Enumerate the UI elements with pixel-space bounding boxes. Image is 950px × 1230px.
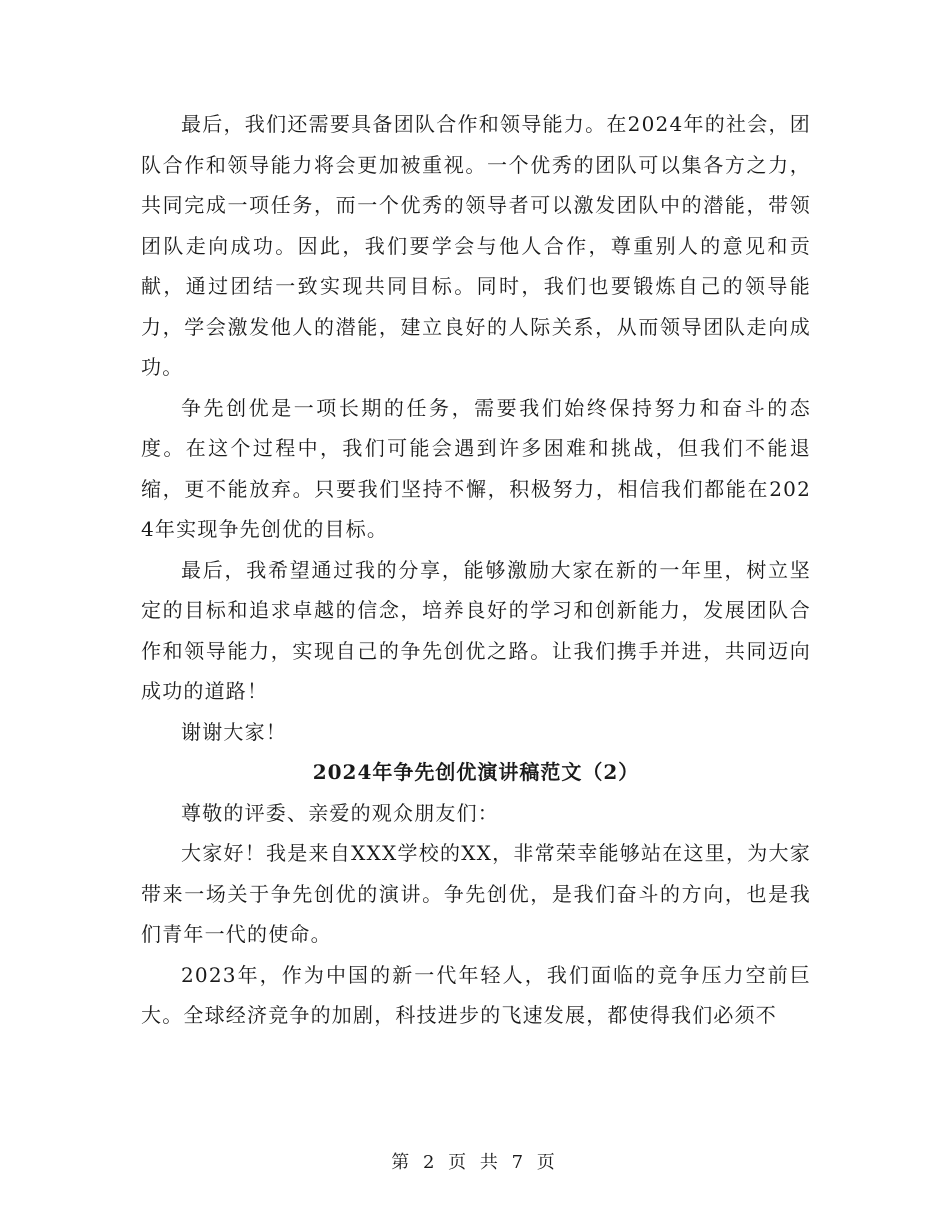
paragraph-2023-context: 2023年，作为中国的新一代年轻人，我们面临的竞争压力空前巨大。全球经济竞争的加剧，科技进步的飞速发展，都使得我们必须不 — [141, 962, 811, 1027]
paragraph-salutation: 尊敬的评委、亲爱的观众朋友们： — [181, 800, 499, 825]
document-body — [141, 104, 811, 1036]
paragraph-thanks: 谢谢大家！ — [181, 719, 287, 744]
paragraph-teamwork: 最后，我们还需要具备团队合作和领导能力。在2024年的社会，团队合作和领导能力将会更加被重视。一个优秀的团队可以集各方之力，共同完成一项任务，而一个优秀的领导者可以激发团队中的潜能，带领团队走向成功。因此，我们要学会与他人合作，尊重别人的意见和贡献，通过团结一致实现共同目标。同时，我们也要锻炼自己的领导能力，学会激发他人的潜能，建立良好的人际关系，从而领导团队走向成功。 — [141, 112, 811, 379]
paragraph-introduction: 大家好！我是来自XXX学校的XX，非常荣幸能够站在这里，为大家带来一场关于争先创优的演讲。争先创优，是我们奋斗的方向，也是我们青年一代的使命。 — [141, 841, 811, 946]
paragraph-long-term-task: 争先创优是一项长期的任务，需要我们始终保持努力和奋斗的态度。在这个过程中，我们可能会遇到许多困难和挑战，但我们不能退缩，更不能放弃。只要我们坚持不懈，积极努力，相信我们都能在2024年实现争先创优的目标。 — [141, 395, 811, 541]
paragraph-closing-hope: 最后，我希望通过我的分享，能够激励大家在新的一年里，树立坚定的目标和追求卓越的信念，培养良好的学习和创新能力，发展团队合作和领导能力，实现自己的争先创优之路。让我们携手并进，共同迈向成功的道路！ — [141, 557, 811, 703]
section-title: 2024年争先创优演讲稿范文（2） — [312, 760, 640, 784]
page-number-footer: 第 2 页 共 7 页 — [391, 1152, 559, 1173]
